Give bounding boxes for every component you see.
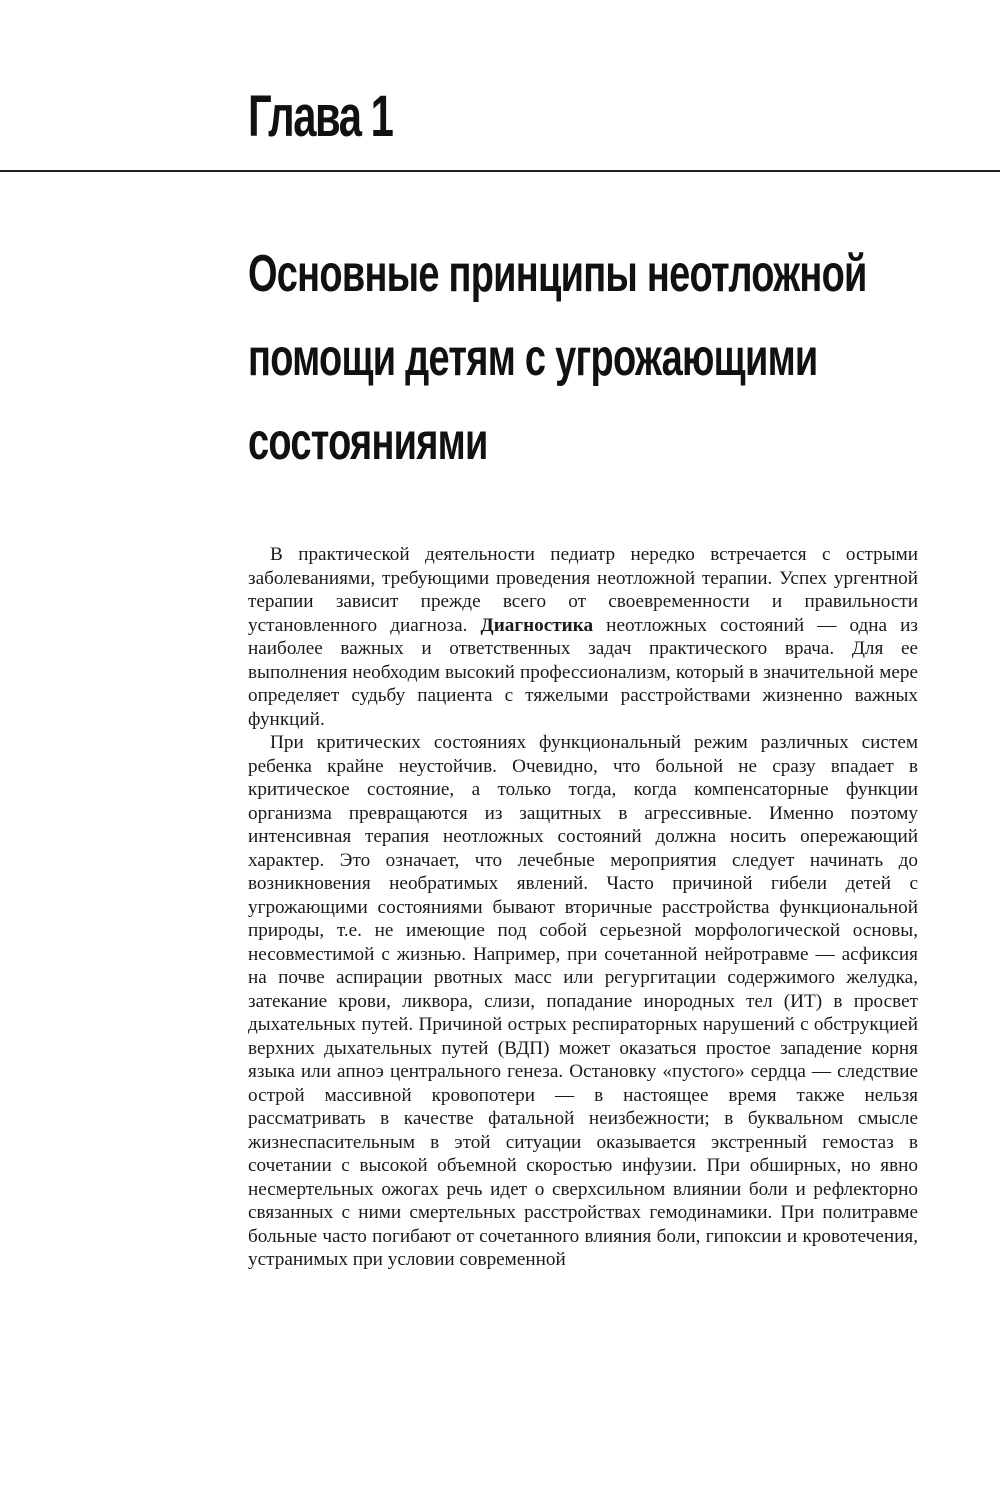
paragraph-text: В практической деятельности педиатр нередко встречается с острыми заболеваниями, требующими проведения неотложной терапии. Успех ургентной терапии зависит прежде всего от своевременности и правильности установленного диагноза. <box>248 544 918 636</box>
chapter-title-line: помощи детям с угрожающими <box>248 329 818 387</box>
paragraph <box>248 731 918 1272</box>
chapter-title-line: Основные принципы неотложной <box>248 245 867 303</box>
chapter-divider <box>0 170 1000 172</box>
bold-term: Диагностика <box>480 614 594 636</box>
chapter-label: Глава 1 <box>248 84 393 149</box>
chapter-title <box>248 232 867 484</box>
paragraph-text: неотложных состояний — одна из наиболее важных и ответственных задач практического врача. Для ее выполнения необходим высокий профессионализм, который в значительной мере определяет судьбу пациента с тяжелыми расстройствами жизненно важных функций. <box>248 614 919 730</box>
paragraph <box>248 543 918 731</box>
chapter-title-line: состояниями <box>248 413 488 471</box>
body-text <box>248 543 918 1272</box>
paragraph-text: При критических состояниях функциональный режим различных систем ребенка крайне неустойчив. Очевидно, что больной не сразу впадает в критическое состояние, а только тогда, когда компенсаторные функции организма превращаются из защитных в агрессивные. Именно поэтому интенсивная терапия неотложных состояний должна носить опережающий характер. Это означает, что лечебные мероприятия следует начинать до возникновения необратимых явлений. Часто причиной гибели детей с угрожающими состояниями бывают вторичные расстройства функциональной природы, т.е. не имеющие под собой серьезной морфологической основы, несовместимой с жизнью. Например, при сочетанной нейротравме — асфиксия на почве аспирации рвотных масс или регургитации содержимого желудка, затекание крови, ликвора, слизи, попадание инородных тел (ИТ) в просвет дыхательных путей. Причиной острых респираторных нарушений с обструкцией верхних дыхательных путей (ВДП) может оказаться простое западение корня языка или апноэ центрального генеза. Остановку «пустого» сердца — следствие острой массивной кровопотери — в настоящее время также нельзя рассматривать в качестве фатальной неизбежности; в буквальном смысле жизнеспасительным в этой ситуации оказывается экстренный гемостаз в сочетании с высокой объемной скоростью инфузии. При обширных, но явно несмертельных ожогах речь идет о сверхсильном влиянии боли и рефлекторно связанных с ними смертельных расстройствах гемодинамики. При политравме больные часто погибают от сочетанного влияния боли, гипоксии и кровотечения, устранимых при условии современной <box>248 732 918 1270</box>
